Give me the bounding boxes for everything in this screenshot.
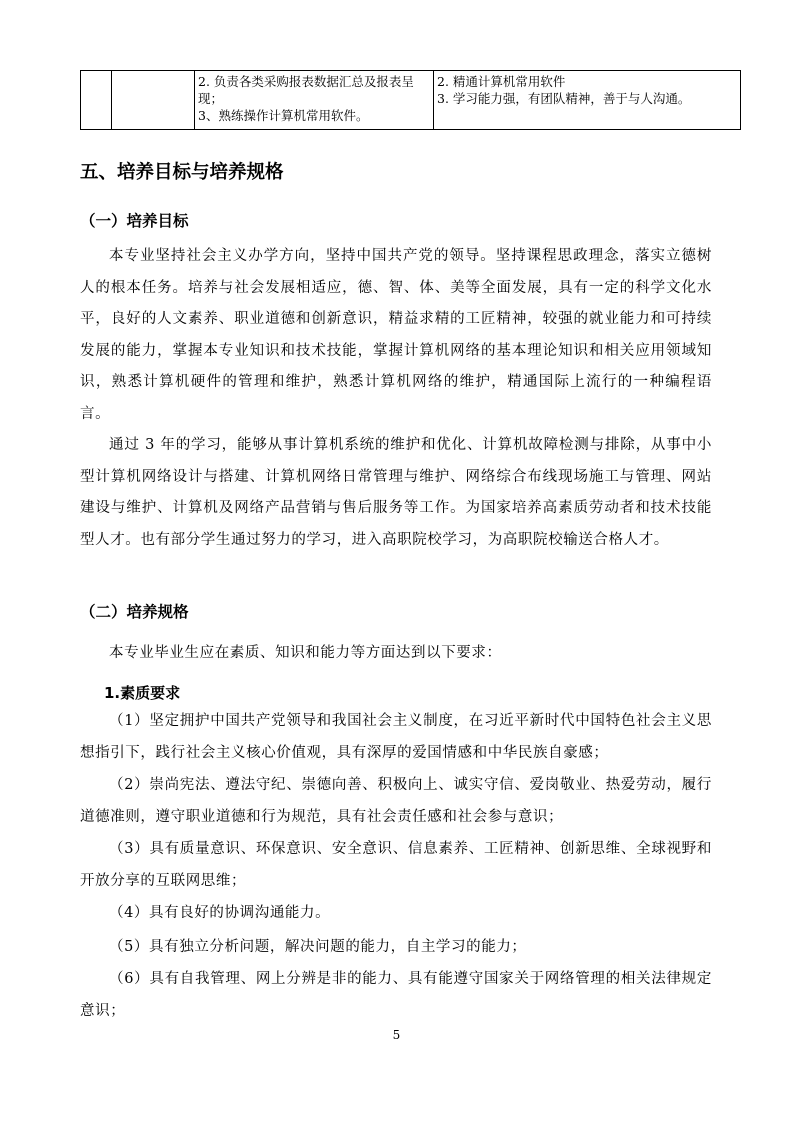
table-row [81, 71, 741, 130]
quality-item-6: （6）具有自我管理、网上分辨是非的能力、具有能遵守国家关于网络管理的相关法律规定意识； [80, 971, 712, 1019]
quality-heading: 1.素质要求 [104, 684, 181, 702]
table-cell-requirements [434, 71, 741, 130]
table-cell-empty [81, 71, 112, 130]
subsection-heading-specs: （二）培养规格 [80, 603, 189, 621]
quality-item-3: （3）具有质量意识、环保意识、安全意识、信息素养、工匠精神、创新思维、全球视野和开放分享的互联网思维； [80, 841, 712, 889]
cell-text-line: 2. 负责各类采购报表数据汇总及报表呈现； [198, 74, 414, 106]
table-cell-empty [112, 71, 195, 130]
subsection-heading-goals: （一）培养目标 [80, 212, 189, 230]
table-cell-duties [195, 71, 434, 130]
page-number: 5 [392, 1028, 401, 1042]
goals-paragraph-2: 通过 3 年的学习，能够从事计算机系统的维护和优化、计算机故障检测与排除，从事中小型计算机网络设计与搭建、计算机网络日常管理与维护、网络综合布线现场施工与管理、网站建设与维护、计算机及网络产品营销与售后服务等工作。为国家培养高素质劳动者和技术技能型人才。也有部分学生通过努力的学习，进入高职院校学习，为高职院校输送合格人才。 [80, 437, 712, 548]
quality-item-1: （1）坚定拥护中国共产党领导和我国社会主义制度，在习近平新时代中国特色社会主义思想指引下，践行社会主义核心价值观，具有深厚的爱国情感和中华民族自豪感； [80, 713, 712, 761]
quality-item-4: （4）具有良好的协调沟通能力。 [109, 905, 331, 921]
section-heading: 五、培养目标与培养规格 [80, 162, 284, 183]
top-table-fragment [80, 70, 712, 130]
cell-text-line: 2. 精通计算机常用软件 [437, 74, 566, 89]
quality-item-2: （2）崇尚宪法、遵法守纪、崇德向善、积极向上、诚实守信、爱岗敬业、热爱劳动，履行道德准则，遵守职业道德和行为规范，具有社会责任感和社会参与意识； [80, 777, 712, 825]
quality-item-5: （5）具有独立分析问题，解决问题的能力，自主学习的能力； [109, 939, 527, 955]
cell-text-line: 3、熟练操作计算机常用软件。 [198, 108, 369, 123]
requirements-table [80, 70, 741, 130]
specs-intro: 本专业毕业生应在素质、知识和能力等方面达到以下要求： [109, 645, 502, 661]
cell-text-line: 3. 学习能力强，有团队精神，善于与人沟通。 [437, 91, 691, 106]
goals-paragraph-1: 本专业坚持社会主义办学方向，坚持中国共产党的领导。坚持课程思政理念，落实立德树人的根本任务。培养与社会发展相适应，德、智、体、美等全面发展，具有一定的科学文化水平，良好的人文素养、职业道德和创新意识，精益求精的工匠精神，较强的就业能力和可持续发展的能力，掌握本专业知识和技术技能，掌握计算机网络的基本理论知识和相关应用领域知识，熟悉计算机硬件的管理和维护，熟悉计算机网络的维护，精通国际上流行的一种编程语言。 [80, 248, 712, 422]
